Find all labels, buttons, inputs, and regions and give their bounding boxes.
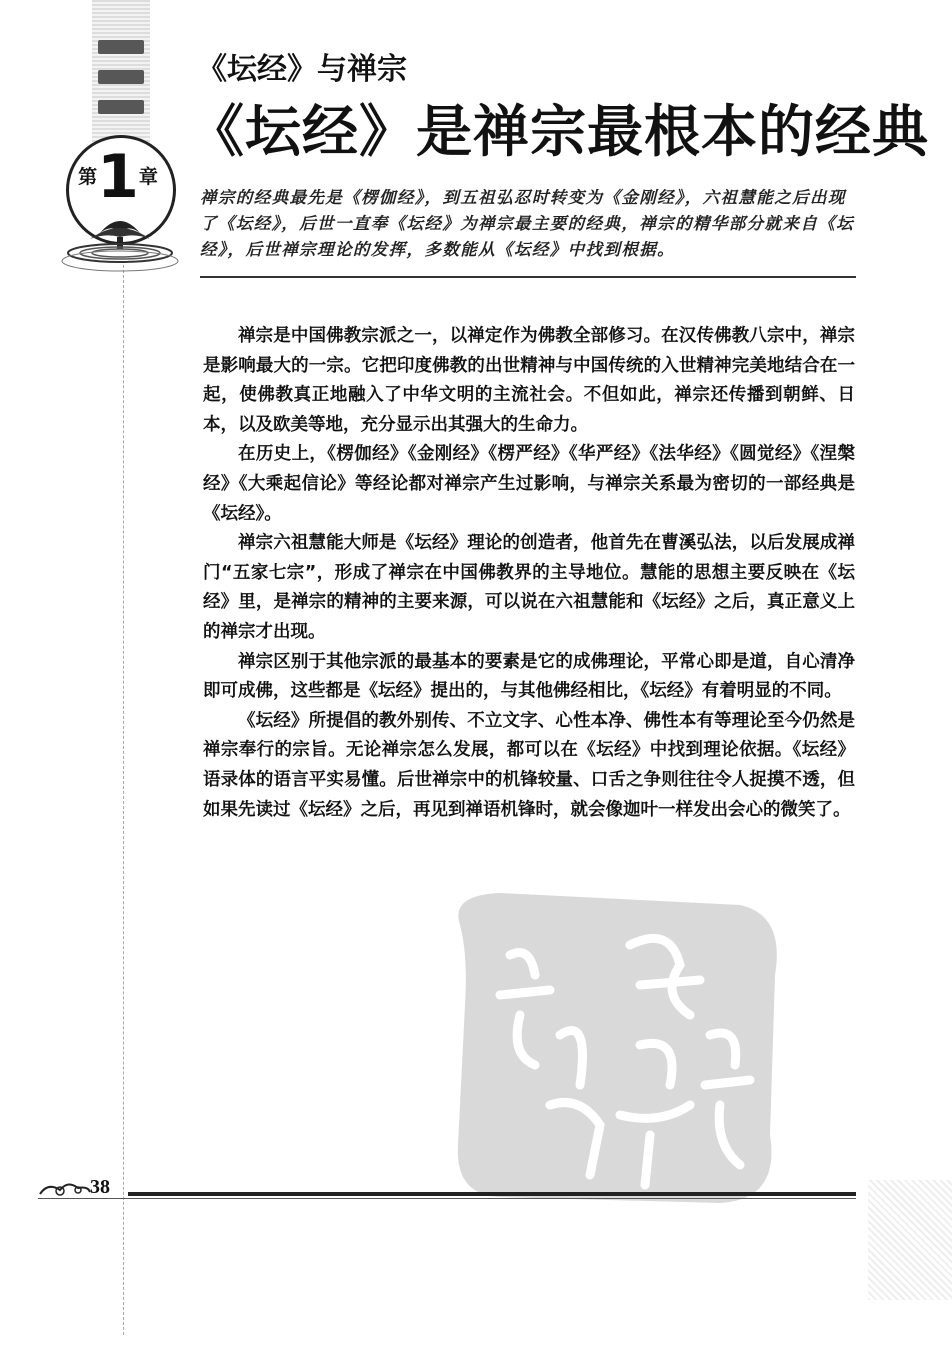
- watermark-seal-icon: [440, 885, 790, 1215]
- intro-paragraph: 禅宗的经典最先是《楞伽经》，到五祖弘忍时转变为《金刚经》，六祖慧能之后出现了《坛经》，后世一直奉《坛经》为禅宗最主要的经典，禅宗的精华部分就来自《坛经》，后世禅宗理论的发挥，多数能从《坛经》中找到根据。: [200, 188, 855, 259]
- chapter-suffix: 章: [138, 166, 158, 188]
- body-paragraph: 《坛经》所提倡的教外别传、不立文字、心性本净、佛性本有等理论至今仍然是禅宗奉行的宗旨。无论禅宗怎么发展，都可以在《坛经》中找到理论依据。《坛经》语录体的语言平实易懂。后世禅宗中的机锋较量、口舌之争则往往令人捉摸不透，但如果先读过《坛经》之后，再见到禅语机锋时，就会像迦叶一样发出会心的微笑了。: [203, 710, 855, 820]
- side-tag-mark: [98, 40, 144, 54]
- cloud-swirl-icon: [38, 1178, 92, 1200]
- chapter-prefix: 第: [78, 166, 98, 188]
- margin-dashed-line: [123, 265, 125, 1335]
- body-paragraph: 禅宗六祖慧能大师是《坛经》理论的创造者，他首先在曹溪弘法，以后发展成禅门“五家七宗”，形成了禅宗在中国佛教界的主导地位。慧能的思想主要反映在《坛经》里，是禅宗的精神的主要来源，可以说在六祖慧能和《坛经》之后，真正意义上的禅宗才出现。: [203, 533, 855, 642]
- footer-rule-thin: [38, 1198, 856, 1199]
- scan-speckle: [868, 1180, 952, 1300]
- footer-rule: [128, 1192, 856, 1196]
- section-subtitle: 《坛经》与禅宗: [197, 52, 407, 87]
- side-tag-mark: [98, 100, 144, 114]
- intro-divider: [200, 276, 856, 278]
- page-number: 38: [90, 1176, 110, 1198]
- body-paragraph: 在历史上，《楞伽经》《金刚经》《楞严经》《华严经》《法华经》《圆觉经》《涅槃经》《大乘起信论》等经论都对禅宗产生过影响，与禅宗关系最为密切的一部经典是《坛经》。: [203, 444, 855, 524]
- chapter-badge: [60, 135, 180, 275]
- side-decoration-strip: [92, 0, 150, 150]
- chapter-number: 1: [97, 142, 139, 212]
- lotus-wave-icon: [60, 195, 180, 275]
- article-body: [203, 322, 855, 825]
- body-paragraph: 禅宗是中国佛教宗派之一，以禅定作为佛教全部修习。在汉传佛教八宗中，禅宗是影响最大的一宗。它把印度佛教的出世精神与中国传统的入世精神完美地结合在一起，使佛教真正地融入了中华文明的主流社会。不但如此，禅宗还传播到朝鲜、日本，以及欧美等地，充分显示出其强大的生命力。: [203, 326, 855, 435]
- page-title: 《坛经》是禅宗最根本的经典: [188, 100, 929, 165]
- side-tag-mark: [98, 70, 144, 84]
- body-paragraph: 禅宗区别于其他宗派的最基本的要素是它的成佛理论，平常心即是道，自心清净即可成佛，这些都是《坛经》提出的，与其他佛经相比，《坛经》有着明显的不同。: [203, 651, 855, 702]
